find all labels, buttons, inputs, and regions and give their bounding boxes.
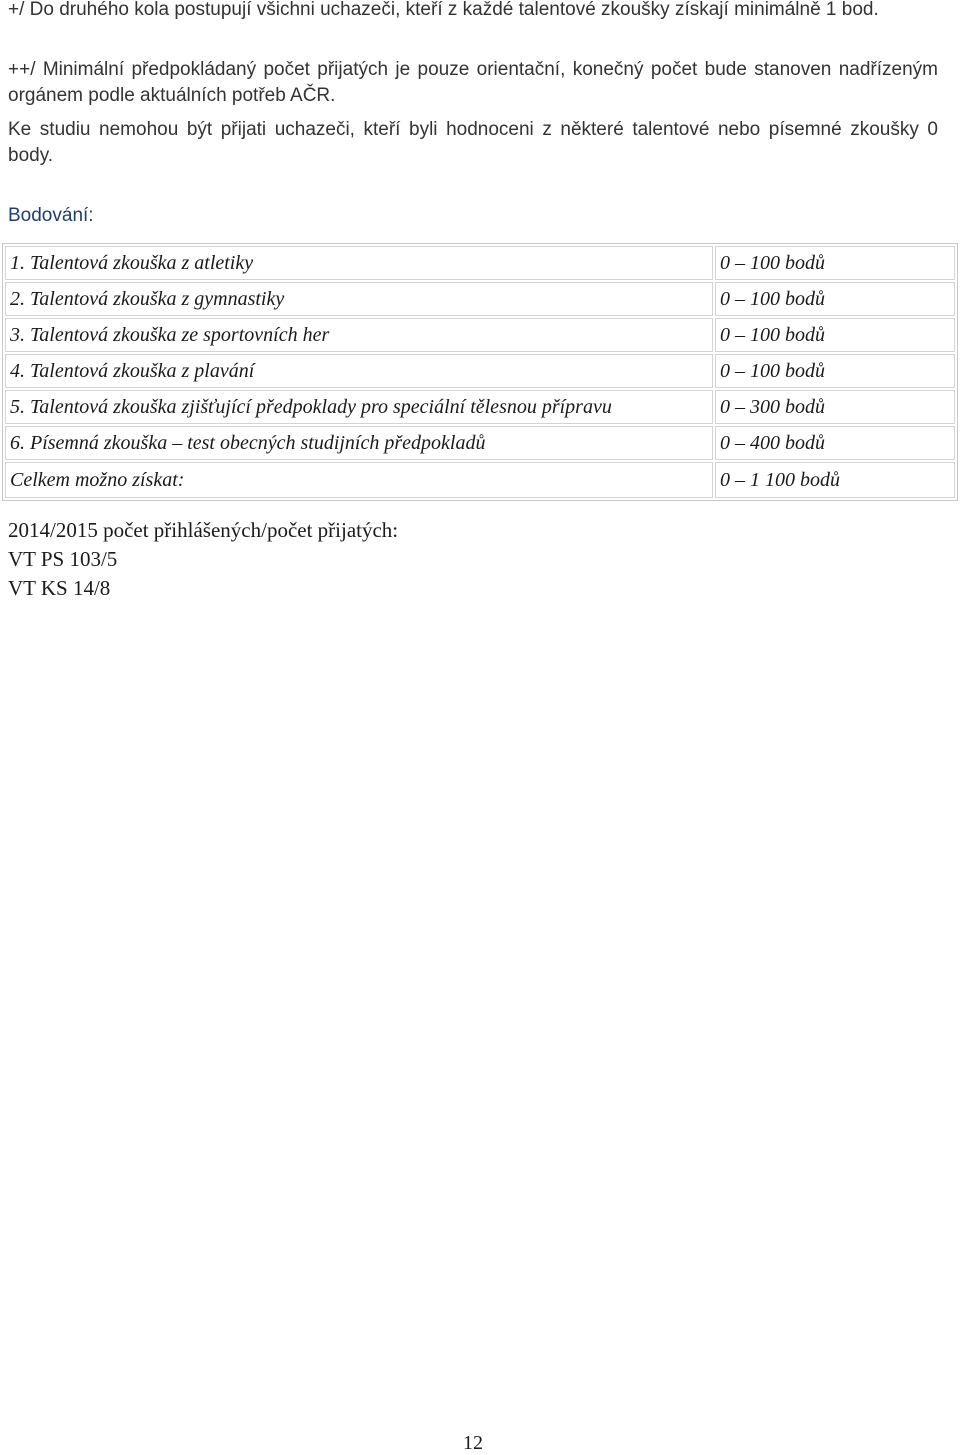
total-points: 0 – 1 100 bodů [715, 462, 955, 498]
note-zero-points: Ke studiu nemohou být přijati uchazeči, kteří byli hodnoceni z některé talentové nebo písemné zkoušky 0 body. [8, 119, 938, 166]
total-row [5, 462, 955, 498]
table-row [5, 282, 955, 316]
exam-label: 2. Talentová zkouška z gymnastiky [5, 282, 713, 316]
exam-points: 0 – 400 bodů [715, 426, 955, 460]
page-number: 12 [463, 1432, 483, 1454]
exam-points: 0 – 300 bodů [715, 390, 955, 424]
table-row [5, 426, 955, 460]
table-row [5, 318, 955, 352]
table-row [5, 390, 955, 424]
exam-points: 0 – 100 bodů [715, 354, 955, 388]
stats-title: 2014/2015 počet přihlášených/počet přijatých: [8, 518, 399, 542]
note-first-round: +/ Do druhého kola postupují všichni uchazeči, kteří z každé talentové zkoušky získají minimálně 1 bod. [8, 0, 879, 20]
exam-points: 0 – 100 bodů [715, 282, 955, 316]
scoring-heading: Bodování: [8, 205, 94, 226]
scoring-table [2, 243, 958, 501]
note-admission-count: ++/ Minimální předpokládaný počet přijatých je pouze orientační, konečný počet bude stanoven nadřízeným orgánem podle aktuálních potřeb AČR. [8, 59, 938, 106]
exam-label: 5. Talentová zkouška zjišťující předpoklady pro speciální tělesnou přípravu [5, 390, 713, 424]
exam-label: 4. Talentová zkouška z plavání [5, 354, 713, 388]
exam-points: 0 – 100 bodů [715, 246, 955, 280]
exam-label: 3. Talentová zkouška ze sportovních her [5, 318, 713, 352]
stats-line-ps: VT PS 103/5 [8, 547, 118, 571]
total-label: Celkem možno získat: [5, 462, 713, 498]
table-row [5, 246, 955, 280]
table-row [5, 354, 955, 388]
exam-points: 0 – 100 bodů [715, 318, 955, 352]
exam-label: 1. Talentová zkouška z atletiky [5, 246, 713, 280]
stats-line-ks: VT KS 14/8 [8, 576, 111, 600]
exam-label: 6. Písemná zkouška – test obecných studijních předpokladů [5, 426, 713, 460]
